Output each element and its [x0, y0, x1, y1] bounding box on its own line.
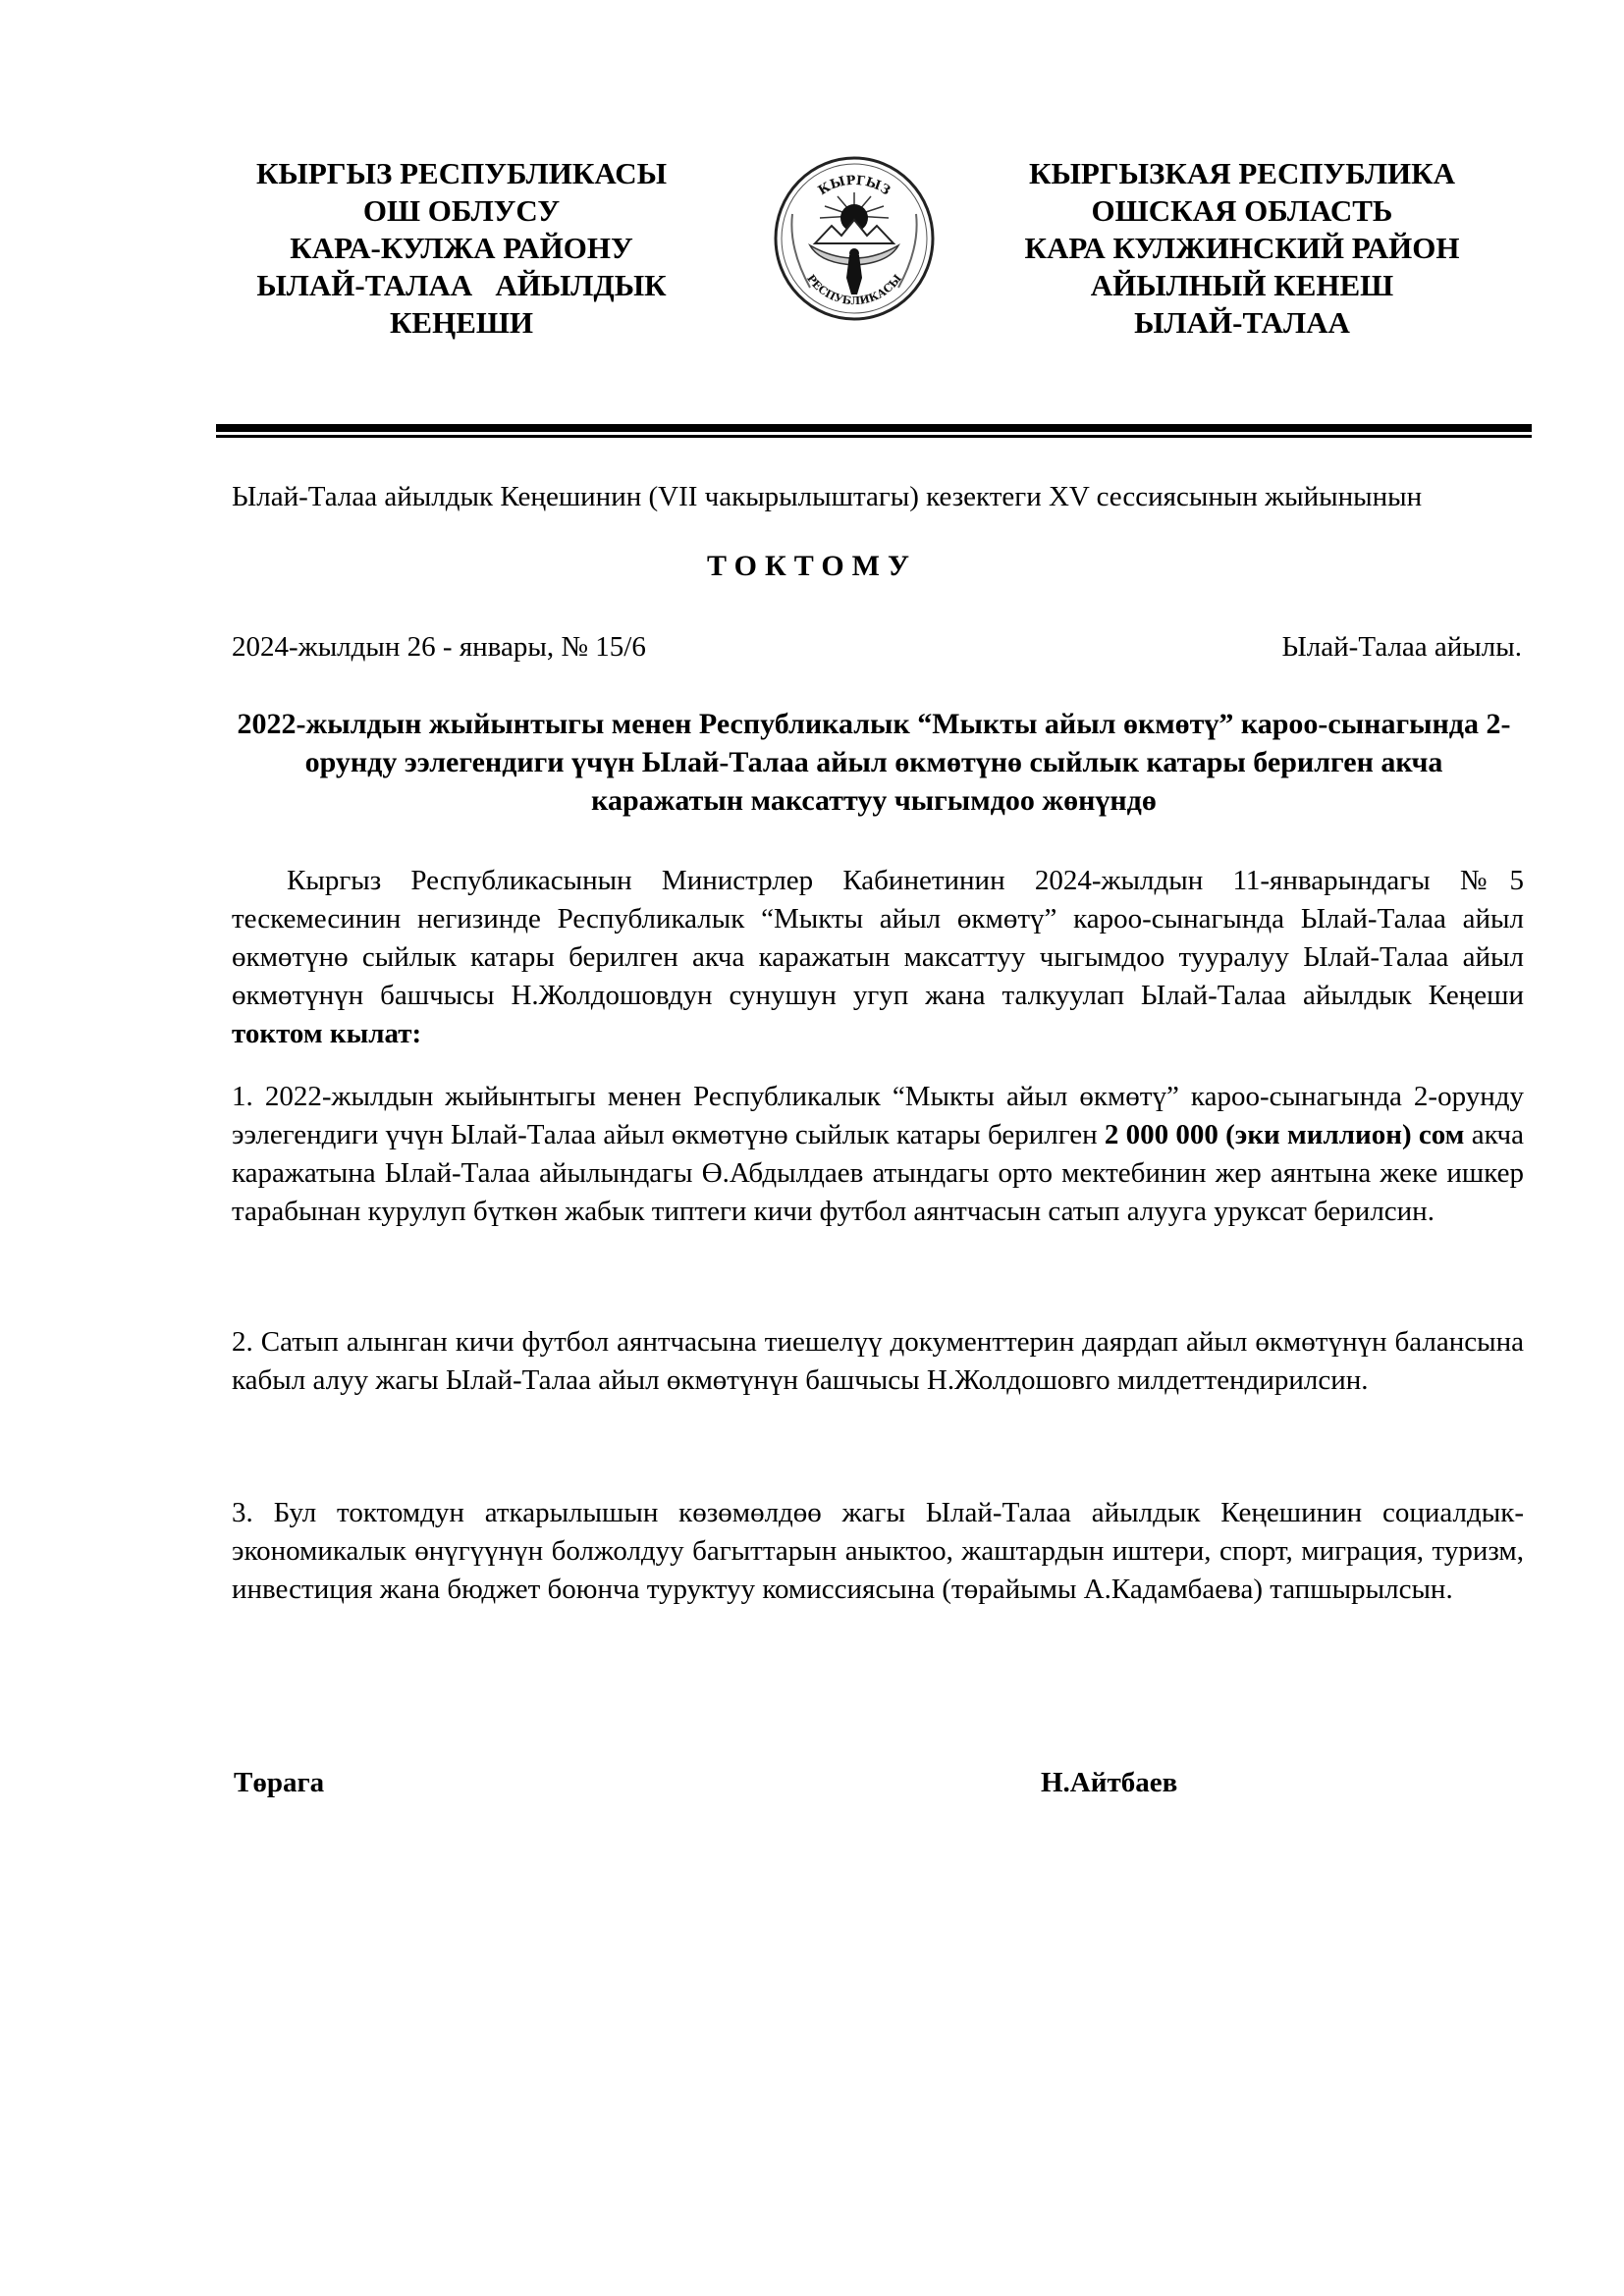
letterhead — [0, 155, 1624, 351]
resolution-item-2: 2. Сатып алынган кичи футбол аянтчасына тиешелүү документтерин даярдап айыл өкмөтүнүн балансына кабыл алуу жагы Ылай-Талаа айыл өкмөтүнүн башчысы Н.Жолдошовго милдеттендирилсин. — [232, 1326, 1524, 1396]
letterhead-line: АЙЫЛНЫЙ КЕНЕШ — [1090, 268, 1394, 302]
preamble: Ылай-Талаа айылдык Кеңешинин (VII чакырылыштагы) кезектеги XV сессиясынын жыйынынын — [232, 481, 1423, 512]
resolution-subject: 2022-жылдын жыйынтыгы менен Республикалык “Мыкты айыл өкмөтү” кароо-сынагында 2-орунду ээлегендиги үчүн Ылай-Талаа айыл өкмөтүнө сыйлык катары берилген акча каражатын максаттуу чыгымдоо жөнүндө — [237, 708, 1511, 817]
letterhead-kyrgyz — [216, 155, 707, 342]
header-divider-thin — [216, 435, 1532, 438]
document-title: ТОКТОМУ — [707, 550, 917, 582]
signature-name: Н.Айтбаев — [1041, 1767, 1178, 1798]
place: Ылай-Талаа айылы. — [1281, 631, 1522, 663]
letterhead-line: ОШСКАЯ ОБЛАСТЬ — [1091, 193, 1393, 228]
letterhead-line: КАРА-КУЛЖА РАЙОНУ — [290, 231, 633, 265]
letterhead-line: ЫЛАЙ-ТАЛАА АЙЫЛДЫК — [256, 268, 667, 302]
resolution-item-1 — [232, 1078, 1524, 1231]
item-text: 1. 2022-жылдын жыйынтыгы менен Республикалык “Мыкты айыл өкмөтү” кароо-сынагында 2-орунду ээлегендиги үчүн Ылай-Талаа айыл өкмөтүнө сыйлык катары берилген — [232, 1081, 1524, 1150]
intro-resolves: токтом кылат: — [232, 1018, 422, 1049]
date-and-number: 2024-жылдын 26 - январы, № 15/6 — [232, 631, 646, 663]
letterhead-line: ОШ ОБЛУСУ — [362, 193, 561, 228]
intro-paragraph — [232, 862, 1524, 1053]
header-divider-thick — [216, 424, 1532, 432]
item-text: акча каражатына Ылай-Талаа айылындагы Ө.Абдылдаев атындагы орто мектебинин жер аянтына жеке ишкер тарабынан курулуп бүткөн жабык типтеги кичи футбол аянтчасын сатып алууга уруксат берилсин. — [232, 1119, 1524, 1227]
intro-text: Кыргыз Республикасынын Министрлер Кабинетинин 2024-жылдын 11-январындагы №5 тескемесинин негизинде Республикалык “Мыкты айыл өкмөтү” кароо-сынагында Ылай-Талаа айыл өкмөтүнө сыйлык катары берилген акча каражатын максаттуу чыгымдоо тууралуу Ылай-Талаа айыл өкмөтүнүн башчысы Н.Жолдошовдун сунушун угуп жана талкуулап Ылай-Талаа айылдык Кеңеши — [232, 865, 1524, 1011]
letterhead-russian — [967, 155, 1517, 342]
letterhead-line: КЕҢЕШИ — [389, 305, 534, 340]
amount: 2 000 000 (эки миллион) сом — [1104, 1119, 1465, 1150]
letterhead-line: КАРА КУЛЖИНСКИЙ РАЙОН — [1024, 231, 1460, 265]
resolution-item-3: 3. Бул токтомдун аткарылышын көзөмөлдөө жагы Ылай-Талаа айылдык Кеңешинин социалдык-экономикалык өнүгүүнүн болжолдуу багыттарын аныктоо, жаштардын иштери, спорт, миграция, туризм, инвестиция жана бюджет боюнча туруктуу комиссиясына (төрайымы А.Кадамбаева) тапшырылсын. — [232, 1497, 1524, 1605]
svg-text:КЫРГЫЗ: КЫРГЫЗ — [815, 173, 893, 199]
letterhead-line: ЫЛАЙ-ТАЛАА — [1134, 305, 1350, 340]
letterhead-line: КЫРГЫЗ РЕСПУБЛИКАСЫ — [255, 156, 668, 190]
state-emblem-icon — [771, 155, 938, 322]
letterhead-line: КЫРГЫЗКАЯ РЕСПУБЛИКА — [1028, 156, 1456, 190]
signature-position: Төрага — [234, 1767, 325, 1798]
svg-text:РЕСПУБЛИКАСЫ: РЕСПУБЛИКАСЫ — [804, 272, 905, 308]
